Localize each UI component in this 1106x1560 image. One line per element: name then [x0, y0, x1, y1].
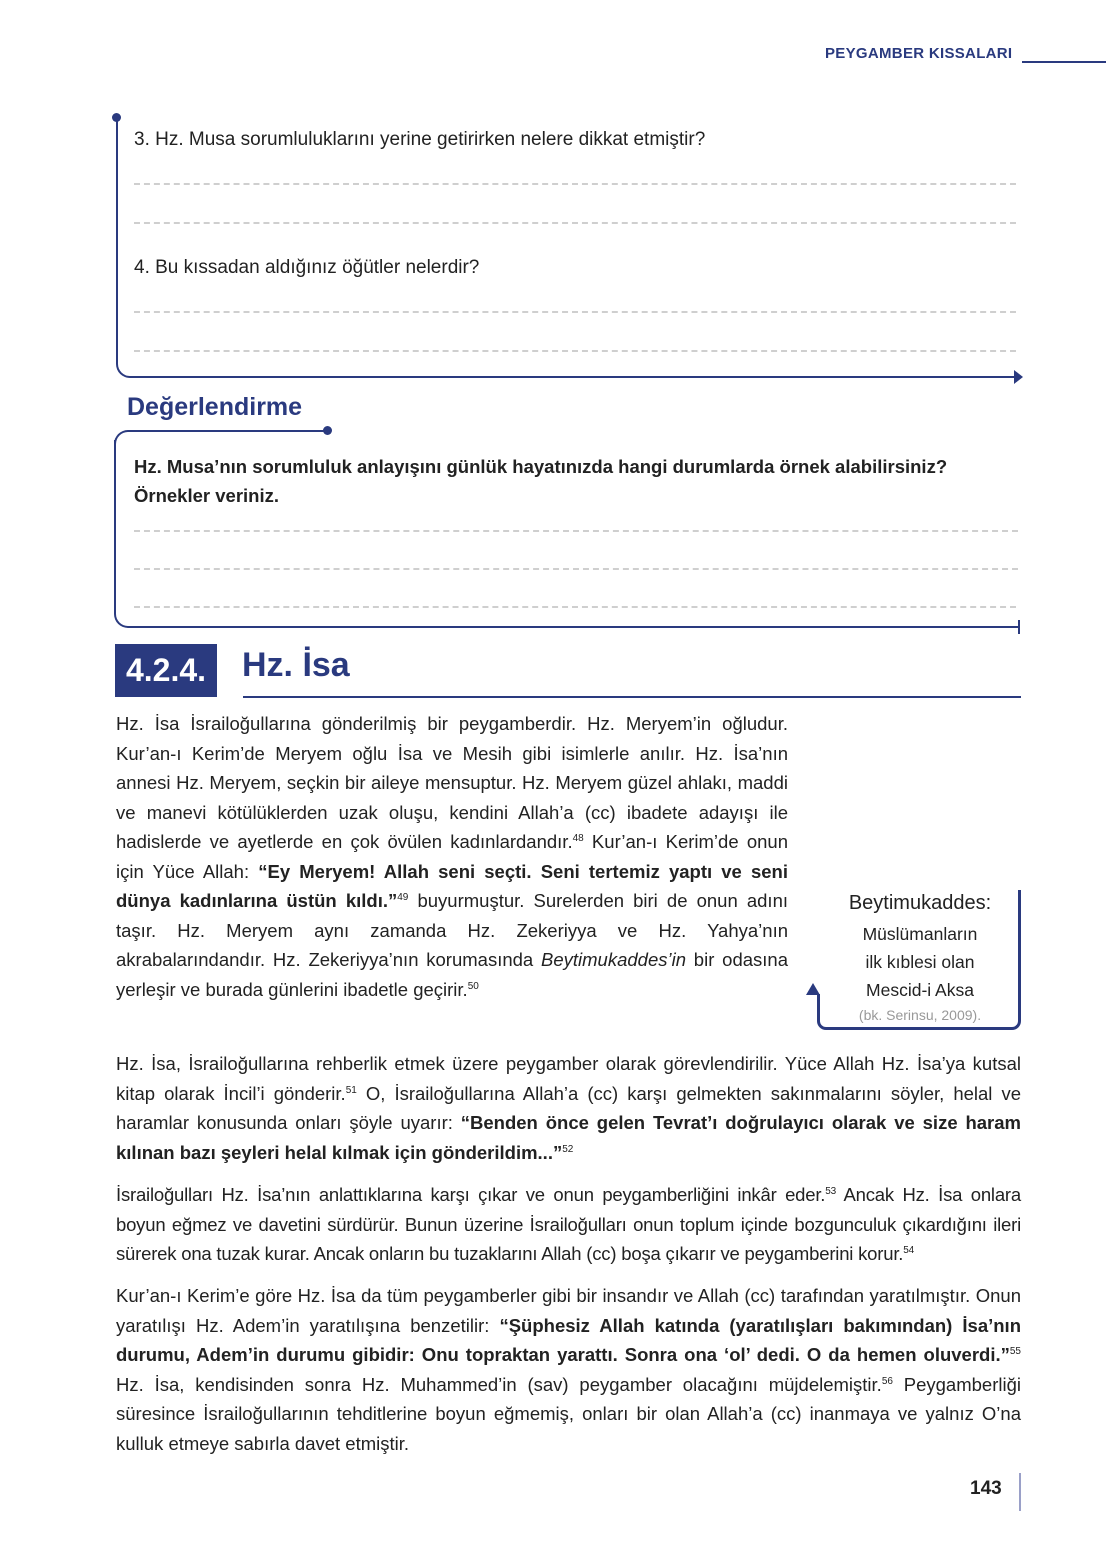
footnote-ref: 48 — [572, 832, 584, 844]
footnote-ref: 50 — [467, 980, 479, 992]
answer-line[interactable] — [134, 568, 1018, 570]
section-number: 4.2.4. — [115, 644, 217, 697]
footnote-ref: 53 — [825, 1185, 836, 1197]
emphasis-term: Beytimukaddes’in — [541, 949, 687, 970]
footnote-ref: 55 — [1009, 1345, 1021, 1357]
activity-box-frame — [116, 118, 1018, 378]
section-title: Hz. İsa — [242, 646, 350, 684]
running-header-title: PEYGAMBER KISSALARI — [825, 45, 1013, 62]
evaluation-heading: Değerlendirme — [127, 393, 303, 421]
question-3: 3. Hz. Musa sorumluluklarını yerine getirirken nelere dikkat etmiştir? — [134, 129, 706, 150]
question-4: 4. Bu kıssadan aldığınız öğütler nelerdir? — [134, 257, 480, 278]
quote: “Benden önce gelen Tevrat’ı doğrulayıcı olarak ve size haram kılınan bazı şeyleri helal kılmak için gönderildim...” — [116, 1112, 1021, 1163]
answer-line[interactable] — [134, 222, 1016, 224]
evaluation-question-line2: Örnekler veriniz. — [134, 485, 279, 506]
frame-dot-icon — [112, 113, 121, 122]
footnote-ref: 51 — [345, 1084, 357, 1096]
footnote-ref: 49 — [397, 891, 409, 903]
note-citation: (bk. Serinsu, 2009). — [858, 1007, 982, 1023]
footnote-ref: 52 — [562, 1143, 574, 1155]
page-number-rule — [1019, 1473, 1021, 1511]
quote: “Ey Meryem! Allah seni seçti. Seni tertemiz yaptı ve seni dünya kadınlarına üstün kıldı.” — [116, 860, 788, 911]
note-term: Beytimukaddes: — [848, 892, 992, 914]
paragraph-2: Hz. İsa, İsrailoğullarına rehberlik etmek üzere peygamber olarak görevlendirilir. Yüce Allah Hz. İsa’ya kutsal kitap olarak İncil’i gönderir.$^{51}$ O, İsrailoğullarına Allah’a (cc) karşı gelmekten sakınmalarını söyler, helal ve haramlar konusunda onları şöyle uyarır: “Benden önce gelen Tevrat’ı doğrulayıcı olarak ve size haram kılınan bazı şeyleri helal kılmak için gönderildim...”$^{52}$ — [116, 1053, 1021, 1163]
answer-line[interactable] — [134, 350, 1016, 352]
answer-line[interactable] — [134, 530, 1018, 532]
paragraph-3: İsrailoğulları Hz. İsa’nın anlattıklarına karşı çıkar ve onun peygamberliğini inkâr eder.$^{53}$ Ancak Hz. İsa onlara boyun eğmez ve davetini sürdürür. Bunun üzerine İsrailoğulları onun toplum içinde bozgunculuk çıkardığını ileri sürerek ona tuzak kurar. Ancak onların bu tuzaklarını Allah (cc) boşa çıkarır ve peygamberini korur.$^{54}$ — [116, 1184, 1021, 1264]
note-body: Müslümanların ilk kıblesi olan Mescid-i Aksa — [862, 924, 978, 1000]
answer-line[interactable] — [134, 606, 1016, 608]
evaluation-question — [134, 452, 1024, 510]
footnote-ref: 54 — [903, 1244, 914, 1256]
section-title-rule — [243, 696, 1021, 698]
paragraph-1: Hz. İsa İsrailoğullarına gönderilmiş bir peygamberdir. Hz. Meryem’in oğludur. Kur’an-ı Kerim’de Meryem oğlu İsa ve Mesih gibi isimlerle anılır. Hz. İsa’nın annesi Hz. Meryem, seçkin bir aileye mensuptur. Hz. Meryem güzel ahlakı, maddi ve manevi kötülüklerden uzak oluşu, kendini Allah’a (cc) ibadete adayışı ile hadislerde ve ayetlerde en çok övülen kadınlardandır.$^{48}$ Kur’an-ı Kerim’de onun için Yüce Allah: “Ey Meryem! Allah seni seçti. Seni tertemiz yaptı ve seni dünya kadınlarına üstün kıldı.”$^{49}$ buyurmuştur. Surelerden biri de onun adını taşır. Hz. Meryem aynı zamanda Hz. Zekeriyya ve Hz. Yahya’nın akrabalarındandır. Hz. Zekeriyya’nın korumasında Beytimukaddes’in bir odasına yerleşir ve burada günlerini ibadetle geçirir.$^{50}$ — [116, 713, 788, 1000]
arrow-up-icon — [806, 983, 820, 995]
frame-end-tick — [1018, 620, 1020, 634]
arrow-right-icon — [1014, 370, 1023, 384]
frame-dot-icon — [323, 426, 332, 435]
answer-line[interactable] — [134, 311, 1016, 313]
paragraph-4: Kur’an-ı Kerim’e göre Hz. İsa da tüm peygamberler gibi bir insandır ve Allah (cc) tarafından yaratılmıştır. Onun yaratılışı Hz. Adem’in yaratılışına benzetilir: “Şüphesiz Allah katında (yaratılışları bakımından) İsa’nın durumu, Adem’in durumu gibidir: Onu topraktan yarattı. Sonra ona ‘ol’ dedi. O da hemen oluverdi.”$^{55}$ Hz. İsa, kendisinden sonra Hz. Muhammed’in (sav) peygamber olacağını müjdelemiştir.$^{56}$ Peygamberliği süresince İsrailoğullarının tehditlerine boyun eğmemiş, onları bir olan Allah’a (cc) inanmaya ve yalnız O’na kulluk etmeye sabırla davet etmiştir. — [116, 1285, 1021, 1454]
evaluation-question-line1: Hz. Musa’nın sorumluluk anlayışını günlük hayatınızda hangi durumlarda örnek alabilirsiniz? — [134, 456, 948, 477]
quote: “Şüphesiz Allah katında (yaratılışları bakımından) İsa’nın durumu, Adem’in durumu gibidir: Onu topraktan yarattı. Sonra ona ‘ol’ dedi. O da hemen oluverdi.” — [116, 1314, 1021, 1365]
footnote-ref: 56 — [881, 1375, 893, 1387]
page-number: 143 — [970, 1478, 1002, 1499]
answer-line[interactable] — [134, 183, 1016, 185]
running-header-rule — [1022, 61, 1106, 63]
